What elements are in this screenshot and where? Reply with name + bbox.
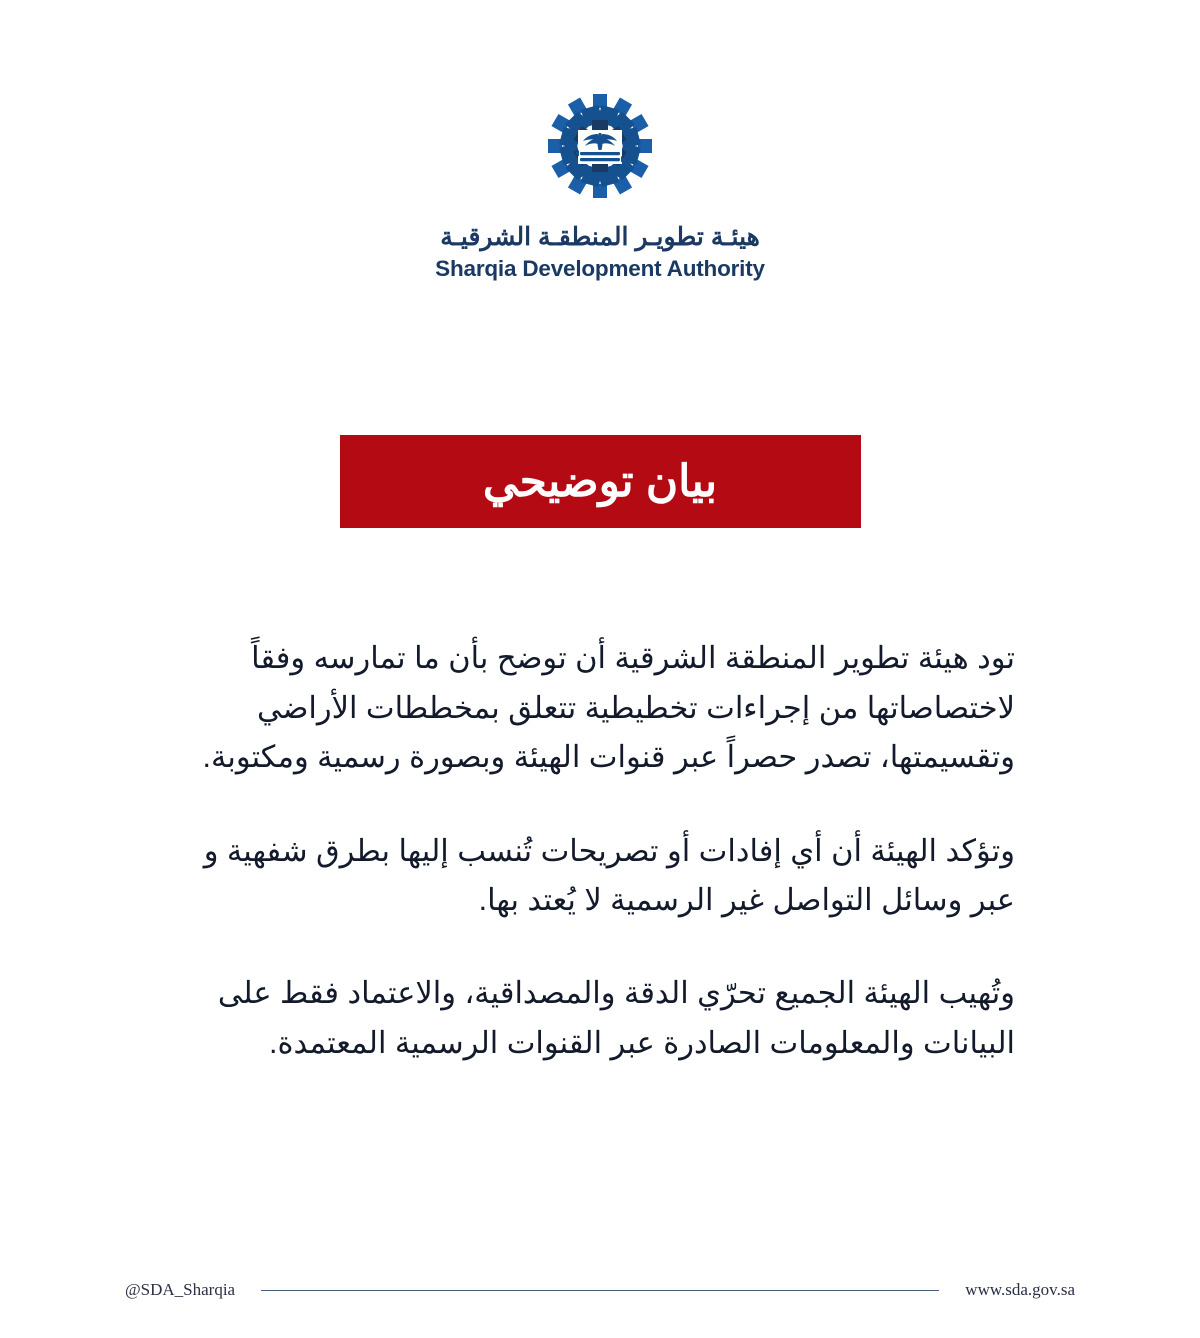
social-handle: @SDA_Sharqia — [125, 1280, 236, 1299]
statement-banner — [340, 435, 861, 528]
statement-paragraph: تود هيئة تطوير المنطقة الشرقية أن توضح بأن ما تمارسه وفقاً لاختصاصاتها من إجراءات تخطيطية تتعلق بمخططات الأراضي وتقسيمتها، تصدر حصراً عبر قنوات الهيئة وبصورة رسمية ومكتوبة. — [202, 641, 1015, 775]
statement-paragraph: وتؤكد الهيئة أن أي إفادات أو تصريحات تُنسب إليها بطرق شفهية و عبر وسائل التواصل غير الرسمية لا يُعتد بها. — [203, 833, 1015, 917]
page-footer — [0, 1242, 1200, 1338]
brand-logo-block — [435, 88, 765, 283]
statement-banner-title: بيان توضيحي — [482, 457, 718, 507]
statement-body — [185, 634, 1015, 1068]
website-url: www.sda.gov.sa — [965, 1280, 1075, 1299]
brand-wordmark — [435, 222, 765, 283]
sharqia-development-authority-logo-icon — [525, 88, 675, 208]
statement-paragraph: وتُهيب الهيئة الجميع تحرّي الدقة والمصداقية، والاعتماد فقط على البيانات والمعلومات الصادرة عبر القنوات الرسمية المعتمدة. — [217, 976, 1015, 1060]
footer-divider — [261, 1290, 939, 1291]
brand-name-en: Sharqia Development Authority — [435, 256, 765, 282]
brand-name-ar: هيئـة تطويـر المنطقـة الشرقيـة — [440, 223, 760, 251]
